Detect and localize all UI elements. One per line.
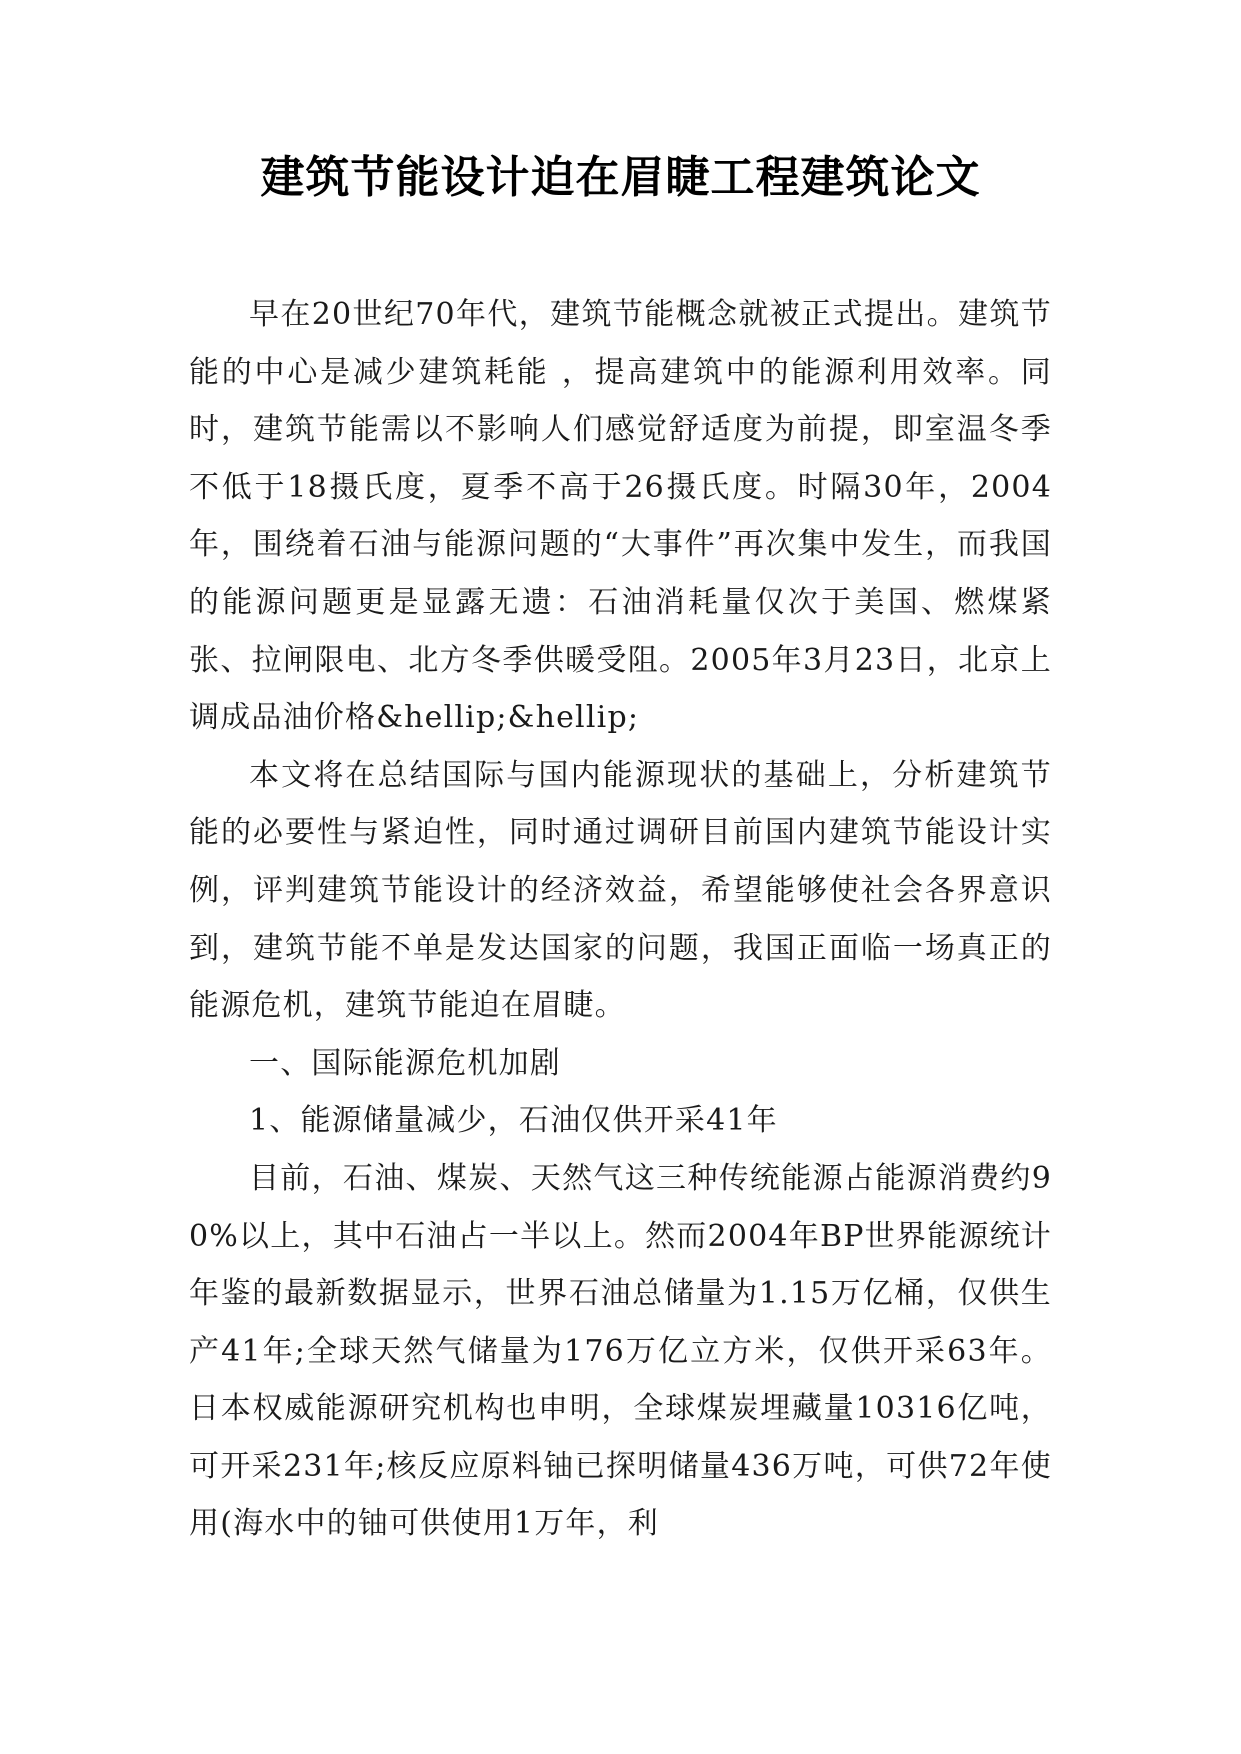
subsection-heading: 1、能源储量减少，石油仅供开采41年 bbox=[249, 1103, 778, 1139]
paragraph-energy-reserves: 目前，石油、煤炭、天然气这三种传统能源占能源消费约90%以上，其中石油占一半以上。然而2004年BP世界能源统计年鉴的最新数据显示，世界石油总储量为1.15万亿桶，仅供生产41年;全球天然气储量为176万亿立方米，仅供开采63年。日本权威能源研究机构也申明，全球煤炭埋藏量10316亿吨，可开采231年;核反应原料铀已探明储量436万吨，可供72年使用(海水中的铀可供使用1万年，利 bbox=[189, 1160, 1052, 1542]
document-body bbox=[189, 286, 1052, 1553]
document-title: 建筑节能设计迫在眉睫工程建筑论文 bbox=[260, 152, 981, 203]
paragraph-intro: 早在20世纪70年代，建筑节能概念就被正式提出。建筑节能的中心是减少建筑耗能 ，提高建筑中的能源利用效率。同时，建筑节能需以不影响人们感觉舒适度为前提，即室温冬季不低于18摄氏度，夏季不高于26摄氏度。时隔30年，2004年，围绕着石油与能源问题的“大事件”再次集中发生，而我国的能源问题更是显露无遗：石油消耗量仅次于美国、燃煤紧张、拉闸限电、北方冬季供暖受阻。2005年3月23日，北京上调成品油价格&hellip;&hellip; bbox=[189, 297, 1052, 736]
paragraph-purpose: 本文将在总结国际与国内能源现状的基础上，分析建筑节能的必要性与紧迫性，同时通过调研目前国内建筑节能设计实例，评判建筑节能设计的经济效益，希望能够使社会各界意识到，建筑节能不单是发达国家的问题，我国正面临一场真正的能源危机，建筑节能迫在眉睫。 bbox=[189, 757, 1052, 1024]
section-heading: 一、国际能源危机加剧 bbox=[249, 1045, 561, 1081]
